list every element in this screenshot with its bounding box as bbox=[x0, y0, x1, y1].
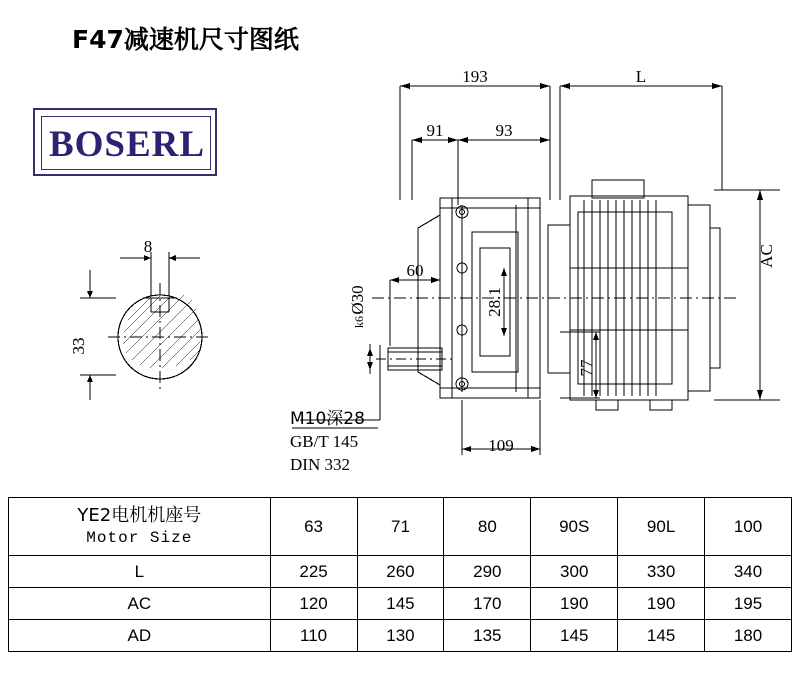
note-gbt: GB/T 145 bbox=[290, 432, 359, 451]
dim-28-1: 28.1 bbox=[485, 287, 504, 317]
page-title: F47减速机尺寸图纸 bbox=[72, 25, 299, 54]
table-cell: 195 bbox=[705, 588, 792, 620]
table-row-label: AC bbox=[9, 588, 271, 620]
spec-table bbox=[8, 497, 792, 652]
motor-size-label-cn: YE2电机机座号 bbox=[77, 504, 202, 526]
table-cell-size: 71 bbox=[357, 498, 444, 556]
table-cell: 290 bbox=[444, 556, 531, 588]
table-cell: 330 bbox=[618, 556, 705, 588]
table-cell: 190 bbox=[618, 588, 705, 620]
table-cell: 120 bbox=[270, 588, 357, 620]
motor-size-label-en: Motor Size bbox=[86, 528, 193, 547]
table-cell-size: 63 bbox=[270, 498, 357, 556]
dim-77: 77 bbox=[577, 359, 596, 377]
table-cell: 145 bbox=[357, 588, 444, 620]
table-cell-size: 90L bbox=[618, 498, 705, 556]
dim-AC: AC bbox=[757, 244, 776, 268]
note-din: DIN 332 bbox=[290, 455, 350, 474]
dim-60: 60 bbox=[406, 261, 424, 280]
table-header-label bbox=[9, 498, 271, 556]
table-row-label: L bbox=[9, 556, 271, 588]
table-cell-size: 80 bbox=[444, 498, 531, 556]
table-cell: 225 bbox=[270, 556, 357, 588]
table-cell: 260 bbox=[357, 556, 444, 588]
dim-93: 93 bbox=[495, 121, 513, 140]
dim-shaft-tol: k6 bbox=[352, 316, 366, 328]
note-m10: M10深28 bbox=[290, 409, 365, 429]
table-cell: 180 bbox=[705, 620, 792, 652]
dim-33: 33 bbox=[69, 337, 88, 355]
table-row bbox=[9, 588, 792, 620]
table-row bbox=[9, 620, 792, 652]
dim-193: 193 bbox=[462, 67, 488, 86]
table-cell: 340 bbox=[705, 556, 792, 588]
table-cell: 300 bbox=[531, 556, 618, 588]
table-row bbox=[9, 498, 792, 556]
dim-91: 91 bbox=[426, 121, 444, 140]
dim-8: 8 bbox=[143, 237, 153, 256]
table-cell: 145 bbox=[618, 620, 705, 652]
table-row bbox=[9, 556, 792, 588]
table-cell: 130 bbox=[357, 620, 444, 652]
table-cell-size: 90S bbox=[531, 498, 618, 556]
table-cell: 145 bbox=[531, 620, 618, 652]
dim-shaft: Ø30 bbox=[348, 285, 367, 315]
table-cell: 170 bbox=[444, 588, 531, 620]
dim-L: L bbox=[635, 67, 647, 86]
table-cell: 135 bbox=[444, 620, 531, 652]
logo-text: BOSERL bbox=[48, 123, 206, 165]
table-row-label: AD bbox=[9, 620, 271, 652]
table-cell-size: 100 bbox=[705, 498, 792, 556]
table-cell: 110 bbox=[270, 620, 357, 652]
dim-109: 109 bbox=[488, 436, 514, 455]
table-cell: 190 bbox=[531, 588, 618, 620]
